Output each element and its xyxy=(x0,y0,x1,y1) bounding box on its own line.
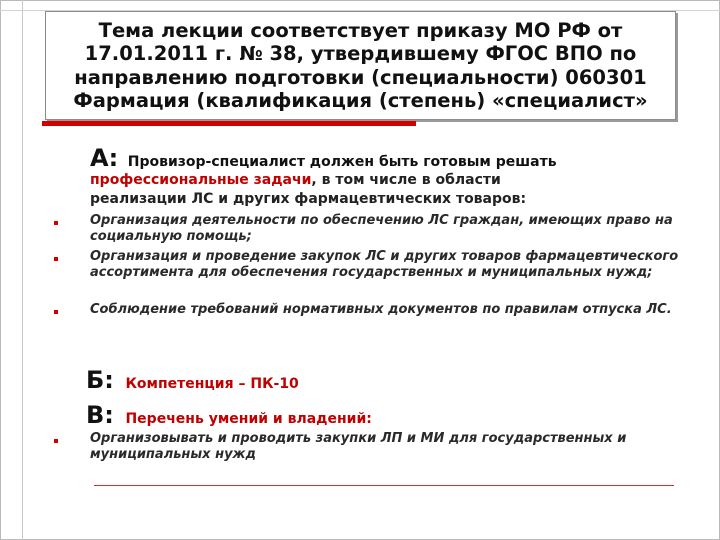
title-accent-bar xyxy=(42,121,416,126)
title-line: Тема лекции соответствует приказу МО РФ от xyxy=(98,18,623,42)
section-a-heading xyxy=(90,144,557,172)
section-b-text: Компетенция – ПК-10 xyxy=(125,376,299,392)
list-item: Соблюдение требований нормативных документов по правилам отпуска ЛС. xyxy=(90,302,672,317)
section-a-letter: А: xyxy=(90,144,119,172)
bottom-accent-line xyxy=(94,485,674,486)
section-a-highlight: профессиональные задачи xyxy=(90,172,312,188)
title-line: Фармация (квалификация (степень) «специалист» xyxy=(73,89,648,112)
left-margin-line xyxy=(22,0,23,540)
title-box xyxy=(45,11,676,120)
section-b-heading xyxy=(86,366,299,394)
section-b-letter: Б: xyxy=(86,366,114,394)
section-a-line2 xyxy=(90,171,501,190)
bullet-marker xyxy=(54,257,58,261)
section-a-line2-rest: , в том числе в области xyxy=(311,172,501,188)
section-c-letter: В: xyxy=(86,401,114,429)
section-a-line3: реализации ЛС и других фармацевтических товаров: xyxy=(90,191,527,207)
bullet-marker xyxy=(54,439,58,443)
section-c-text: Перечень умений и владений: xyxy=(125,411,372,427)
list-item: Организация деятельности по обеспечению ЛС граждан, имеющих право на социальную помощь; xyxy=(90,213,673,244)
bullet-marker xyxy=(54,310,58,314)
title-line: направлению подготовки (специальности) 060301 xyxy=(74,65,647,89)
list-item: Организация и проведение закупок ЛС и других товаров фармацевтического ассортимента для обеспечения государственных и муниципальных нужд; xyxy=(90,249,679,280)
list-item: Организовывать и проводить закупки ЛП и МИ для государственных и муниципальных нужд xyxy=(90,431,627,462)
section-a-line1: Провизор-специалист должен быть готовым решать xyxy=(127,154,557,170)
title-line: 17.01.2011 г. № 38, утвердившему ФГОС ВПО по xyxy=(84,42,637,65)
slide-title xyxy=(73,19,647,113)
section-c-heading xyxy=(86,401,372,429)
bullet-marker xyxy=(54,221,58,225)
